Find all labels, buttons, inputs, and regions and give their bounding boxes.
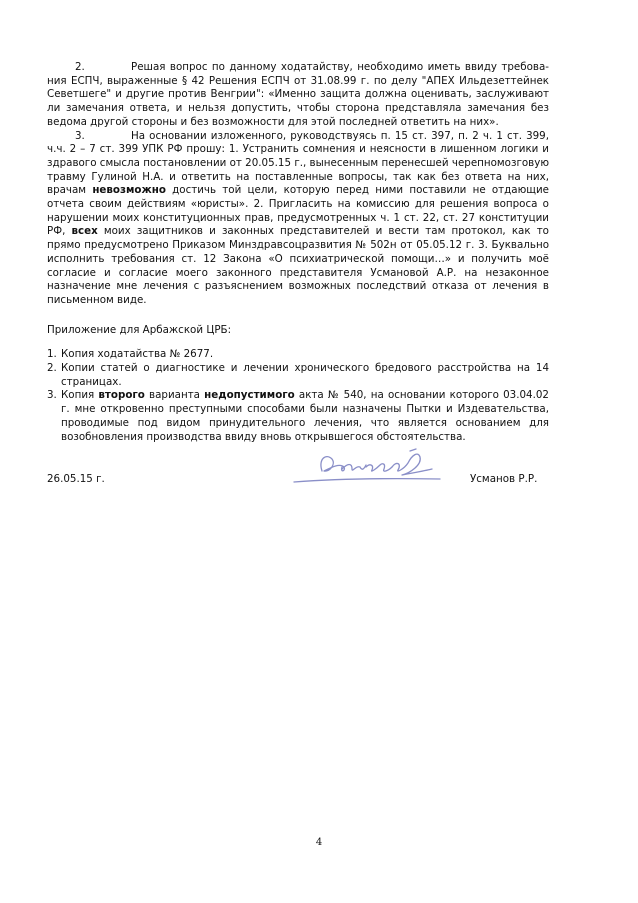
emphasis-text: невозможно xyxy=(92,184,166,197)
attachment-number: 2. xyxy=(47,362,57,375)
text-segment: На основании изложенного, руководствуясь п. 15 ст. 397, п. 2 ч. 1 ст. 399, ч.ч. 2 – 7 ст. 399 УПК РФ прошу: 1. Устранить сомнения и неясности в лишенном логики и здравого смысла постановлении от 20.05.15 г., вынесенным перенесшей черепномозговую травму Гулиной Н.А. и ответить на поставленные вопросы, так как без ответа на них, врачам xyxy=(47,129,549,197)
paragraph-2 xyxy=(47,130,549,308)
text-segment: акта № 540, на основании которого 03.04.02 г. мне откровенно преступными способами были назначены Пытки и Издевательства, проводимые под видом принудительного лечения, что является основанием для возобновления производства ввиду вновь открывшегося обстоятельства. xyxy=(61,389,549,443)
attachments-title: Приложение для Арбажской ЦРБ: xyxy=(47,323,232,336)
document-body xyxy=(47,61,549,444)
paragraphs xyxy=(47,61,549,308)
signature-icon xyxy=(292,445,442,485)
emphasis-text: второго xyxy=(98,389,145,402)
paragraph-number: 2. xyxy=(75,61,85,73)
text-segment: Копия ходатайства № 2677. xyxy=(61,348,214,361)
emphasis-text: недопустимого xyxy=(204,389,295,402)
paragraph-number: 3. xyxy=(75,129,85,142)
attachment-number: 1. xyxy=(47,348,57,361)
text-segment: Решая вопрос по данному ходатайству, необходимо иметь ввиду требования ЕСПЧ, выраженные § 42 Решения ЕСПЧ от 31.08.99 г. по делу "АПЕХ Ильдезеттейнек Севетшеге" и другие против Венгрии": «Именно защита должна оценивать, заслуживают ли замечания ответа, и нельзя допустить, чтобы сторона представляла замечания без ведома другой стороны и без возможности для этой последней ответить на них». xyxy=(47,61,549,128)
document-date: 26.05.15 г. xyxy=(47,473,105,485)
text-segment: достичь той цели, которую перед ними поставили не отдающие отчета своим действиям «юристы». 2. Пригласить на комиссию для решения вопроса о нарушении моих конституционных прав, предусмотренных ч. 1 ст. 22, ст. 27 конституции РФ, xyxy=(47,184,549,238)
attachment-item xyxy=(47,348,549,362)
signer-name: Усманов Р.Р. xyxy=(470,473,538,485)
attachment-number: 3. xyxy=(47,389,57,402)
text-segment: варианта xyxy=(144,389,205,402)
attachment-item xyxy=(47,362,549,389)
attachments-list xyxy=(47,348,549,444)
text-segment: Копии статей о диагностике и лечении хронического бредового расстройства на 14 страницах. xyxy=(61,362,549,388)
text-segment: Копия xyxy=(61,389,99,402)
paragraph-1 xyxy=(47,61,549,130)
page-number: 4 xyxy=(315,837,323,848)
attachment-item xyxy=(47,389,549,444)
text-segment: моих защитников и законных представителей и вести там протокол, как то прямо предусмотрено Приказом Минздравсоцразвития № 502н от 05.05.12 г. 3. Буквально исполнить требования ст. 12 Закона «О психиатрической помощи…» и получить моё согласие и согласие моего законного представителя Усмановой А.Р. на незаконное назначение мне лечения с разъяснением возможных последствий отказа от лечения в письменном виде. xyxy=(47,225,549,306)
emphasis-text: всех xyxy=(71,225,98,238)
